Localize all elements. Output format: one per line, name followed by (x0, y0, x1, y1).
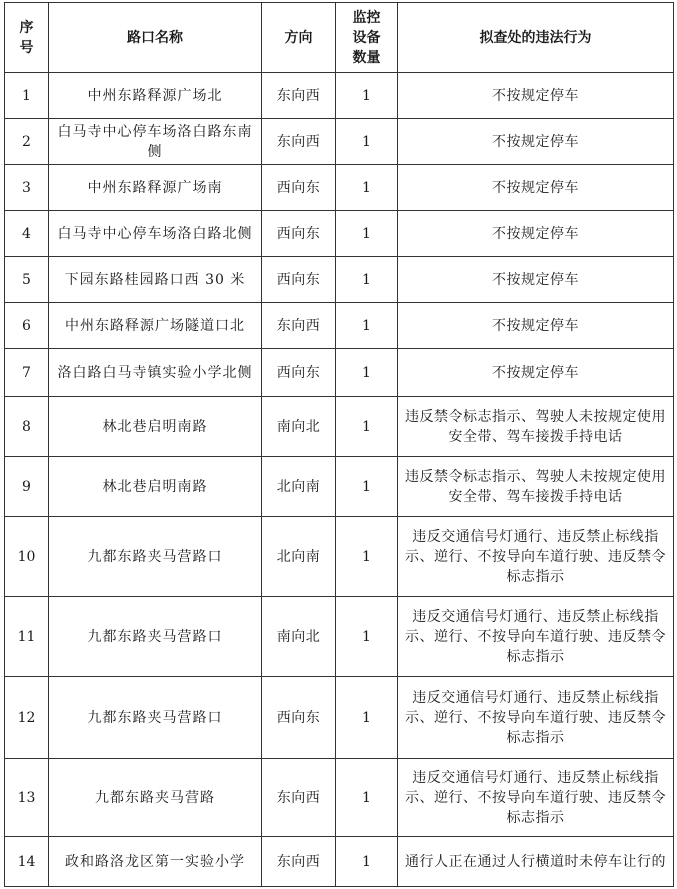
row-direction: 东向西 (262, 119, 336, 165)
table-row (5, 349, 674, 397)
row-devices: 1 (336, 73, 398, 119)
row-location: 中州东路释源广场隧道口北 (49, 303, 262, 349)
row-index: 14 (5, 837, 49, 887)
row-devices: 1 (336, 517, 398, 597)
row-behavior: 不按规定停车 (398, 119, 674, 165)
row-index: 5 (5, 257, 49, 303)
row-location: 白马寺中心停车场洛白路北侧 (49, 211, 262, 257)
table-row (5, 517, 674, 597)
row-direction: 东向西 (262, 73, 336, 119)
row-location: 中州东路释源广场南 (49, 165, 262, 211)
table-row (5, 211, 674, 257)
row-devices: 1 (336, 457, 398, 517)
header-behavior: 拟查处的违法行为 (398, 3, 674, 73)
row-direction: 东向西 (262, 303, 336, 349)
table-row (5, 397, 674, 457)
row-direction: 西向东 (262, 349, 336, 397)
row-direction: 西向东 (262, 211, 336, 257)
row-direction: 西向东 (262, 257, 336, 303)
row-behavior: 违反交通信号灯通行、违反禁止标线指示、逆行、不按导向车道行驶、违反禁令标志指示 (398, 677, 674, 759)
row-behavior: 通行人正在通过人行横道时未停车让行的 (398, 837, 674, 887)
row-devices: 1 (336, 119, 398, 165)
row-behavior: 不按规定停车 (398, 303, 674, 349)
row-behavior: 违反禁令标志指示、驾驶人未按规定使用安全带、驾车接拨手持电话 (398, 397, 674, 457)
row-location: 政和路洛龙区第一实验小学 (49, 837, 262, 887)
row-location: 九都东路夹马营路口 (49, 517, 262, 597)
row-index: 4 (5, 211, 49, 257)
row-direction: 东向西 (262, 837, 336, 887)
table-row (5, 257, 674, 303)
row-devices: 1 (336, 211, 398, 257)
row-behavior: 不按规定停车 (398, 257, 674, 303)
header-devices: 监控设备数量 (336, 3, 398, 73)
row-direction: 北向南 (262, 457, 336, 517)
row-index: 7 (5, 349, 49, 397)
table-row (5, 73, 674, 119)
row-direction: 北向南 (262, 517, 336, 597)
row-index: 10 (5, 517, 49, 597)
row-location: 九都东路夹马营路 (49, 759, 262, 837)
row-behavior: 不按规定停车 (398, 73, 674, 119)
row-location: 白马寺中心停车场洛白路东南侧 (49, 119, 262, 165)
row-behavior: 违反交通信号灯通行、违反禁止标线指示、逆行、不按导向车道行驶、违反禁令标志指示 (398, 759, 674, 837)
table-row (5, 457, 674, 517)
row-devices: 1 (336, 165, 398, 211)
row-index: 8 (5, 397, 49, 457)
row-location: 林北巷启明南路 (49, 397, 262, 457)
row-index: 11 (5, 597, 49, 677)
table-row (5, 303, 674, 349)
table-row (5, 597, 674, 677)
row-direction: 东向西 (262, 759, 336, 837)
row-index: 12 (5, 677, 49, 759)
header-row (5, 3, 674, 73)
row-location: 九都东路夹马营路口 (49, 677, 262, 759)
enforcement-table (4, 2, 674, 887)
row-index: 2 (5, 119, 49, 165)
row-direction: 南向北 (262, 597, 336, 677)
row-devices: 1 (336, 677, 398, 759)
table-body (5, 73, 674, 887)
header-direction: 方向 (262, 3, 336, 73)
row-direction: 西向东 (262, 165, 336, 211)
table-row (5, 119, 674, 165)
row-devices: 1 (336, 597, 398, 677)
row-devices: 1 (336, 303, 398, 349)
row-behavior: 违反交通信号灯通行、违反禁止标线指示、逆行、不按导向车道行驶、违反禁令标志指示 (398, 597, 674, 677)
table-row (5, 837, 674, 887)
table-row (5, 165, 674, 211)
row-behavior: 违反禁令标志指示、驾驶人未按规定使用安全带、驾车接拨手持电话 (398, 457, 674, 517)
row-location: 中州东路释源广场北 (49, 73, 262, 119)
row-location: 下园东路桂园路口西 30 米 (49, 257, 262, 303)
row-index: 13 (5, 759, 49, 837)
row-index: 9 (5, 457, 49, 517)
row-location: 洛白路白马寺镇实验小学北侧 (49, 349, 262, 397)
row-direction: 西向东 (262, 677, 336, 759)
row-devices: 1 (336, 349, 398, 397)
row-location: 九都东路夹马营路口 (49, 597, 262, 677)
row-index: 6 (5, 303, 49, 349)
row-behavior: 不按规定停车 (398, 349, 674, 397)
row-devices: 1 (336, 257, 398, 303)
table-row (5, 677, 674, 759)
row-behavior: 不按规定停车 (398, 165, 674, 211)
row-devices: 1 (336, 837, 398, 887)
row-behavior: 违反交通信号灯通行、违反禁止标线指示、逆行、不按导向车道行驶、违反禁令标志指示 (398, 517, 674, 597)
header-location: 路口名称 (49, 3, 262, 73)
row-devices: 1 (336, 759, 398, 837)
row-index: 1 (5, 73, 49, 119)
row-devices: 1 (336, 397, 398, 457)
table-row (5, 759, 674, 837)
row-behavior: 不按规定停车 (398, 211, 674, 257)
row-index: 3 (5, 165, 49, 211)
row-direction: 南向北 (262, 397, 336, 457)
row-location: 林北巷启明南路 (49, 457, 262, 517)
header-index: 序号 (5, 3, 49, 73)
